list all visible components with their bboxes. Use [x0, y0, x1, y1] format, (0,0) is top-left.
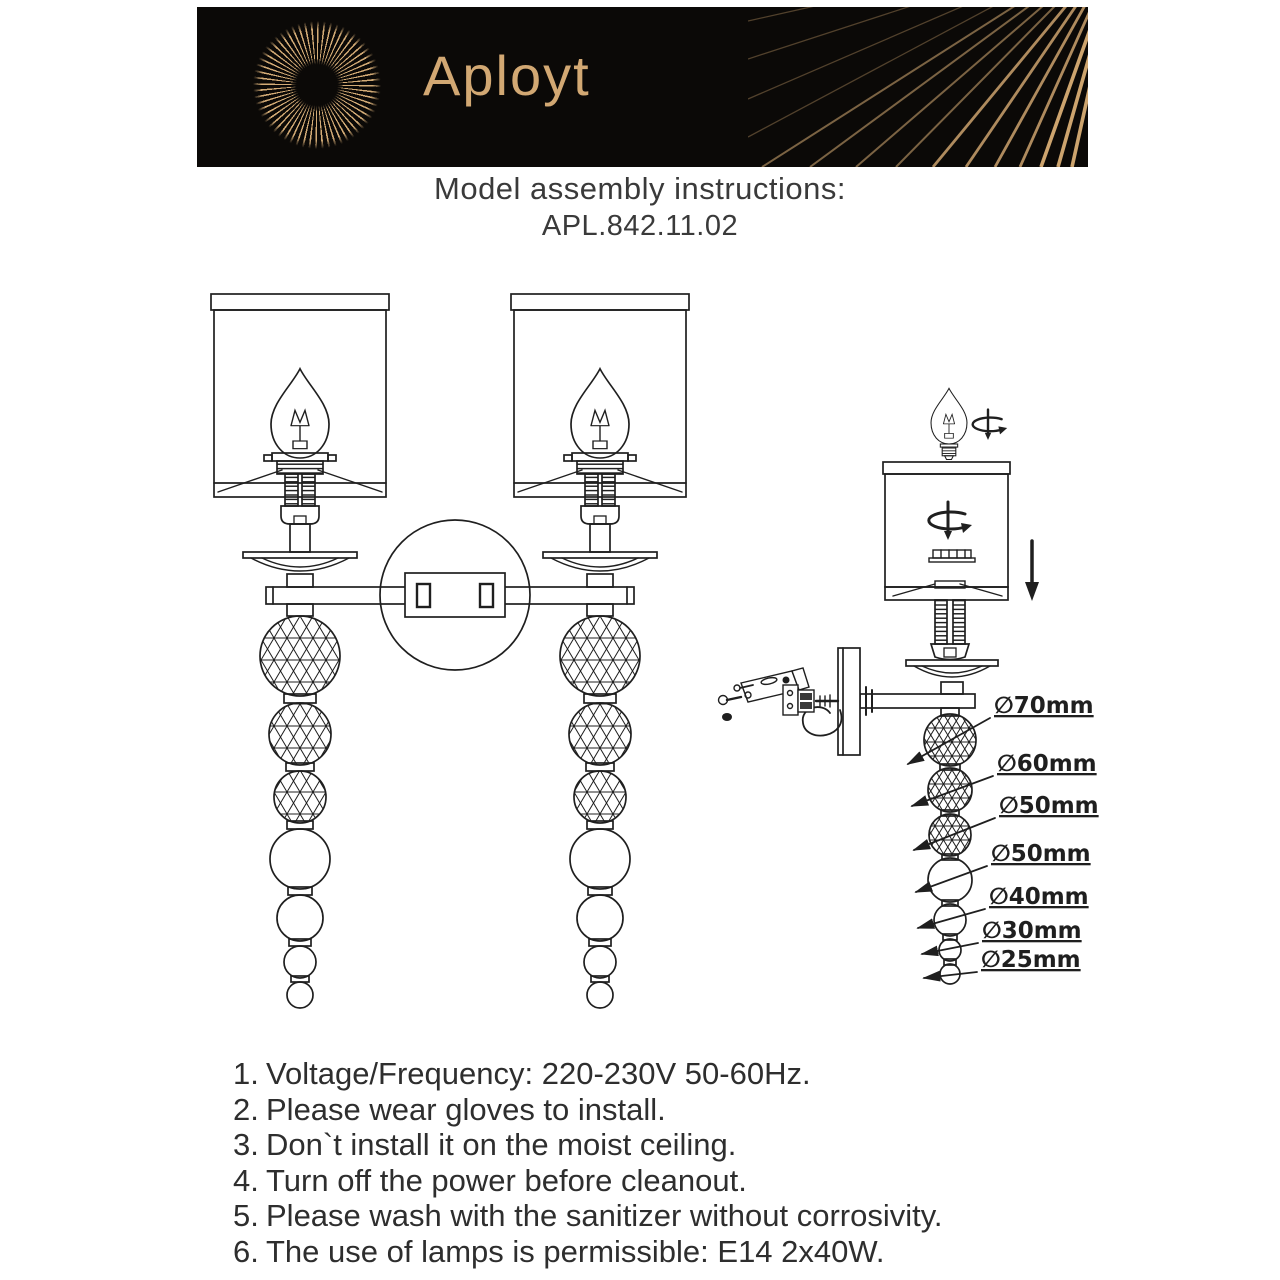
dimension-leader	[924, 972, 977, 978]
dimension-label: ∅40mm	[989, 884, 1089, 910]
instruction-text: Turn off the power before cleanout.	[266, 1162, 747, 1198]
dimension-label: ∅60mm	[997, 751, 1097, 777]
wall-mount-plate	[380, 520, 530, 670]
side-view	[719, 388, 1099, 984]
screw-icon	[783, 677, 790, 684]
mounting-bracket	[719, 668, 842, 736]
instructions-list	[233, 1056, 1133, 1270]
dimension-leader	[916, 866, 987, 892]
model-number: APL.842.11.02	[541, 210, 739, 242]
starburst-logo-icon	[251, 19, 383, 151]
lamp-column-right	[543, 369, 657, 1008]
instruction-number: 1.	[233, 1056, 259, 1091]
instruction-item	[233, 1127, 1133, 1163]
brand-banner	[197, 7, 1088, 167]
bulb-insert	[931, 388, 967, 459]
instruction-item	[233, 1056, 1133, 1092]
dimension-labels	[981, 693, 1099, 973]
lamp-column-left	[243, 369, 357, 1008]
instruction-text: Voltage/Frequency: 220-230V 50-60Hz.	[266, 1056, 811, 1091]
front-view	[211, 294, 689, 1008]
side-bobeche	[906, 660, 998, 694]
instruction-text: Don`t install it on the moist ceiling.	[266, 1127, 737, 1163]
instruction-number: 4.	[233, 1162, 259, 1198]
dimension-label: ∅50mm	[999, 793, 1099, 819]
title-block	[0, 171, 1280, 243]
dimension-label: ∅30mm	[982, 918, 1082, 944]
threaded-ring	[929, 550, 975, 562]
side-arm	[860, 694, 975, 716]
dimension-label: ∅25mm	[981, 947, 1081, 973]
decorative-rays-icon	[748, 7, 1088, 167]
side-crystal-stack	[924, 714, 976, 984]
instruction-text: Please wear gloves to install.	[266, 1091, 666, 1127]
instruction-item	[233, 1163, 1133, 1199]
dimension-leader	[922, 943, 978, 954]
rotate-bulb-icon	[973, 410, 1008, 440]
instruction-number: 6.	[233, 1233, 259, 1269]
dimension-label: ∅50mm	[991, 841, 1091, 867]
instruction-item	[233, 1234, 1133, 1270]
page-title: Model assembly instructions:	[434, 171, 846, 206]
instruction-text: The use of lamps is permissible: E14 2x40W.	[266, 1233, 885, 1269]
dimension-label: ∅70mm	[994, 693, 1094, 719]
instruction-number: 2.	[233, 1091, 259, 1127]
instruction-number: 3.	[233, 1127, 259, 1163]
brand-name: Aployt	[423, 44, 591, 107]
rotate-shade-icon	[929, 502, 972, 540]
instruction-item	[233, 1198, 1133, 1234]
instruction-item	[233, 1092, 1133, 1128]
side-wall-plate	[838, 648, 872, 755]
instruction-number: 5.	[233, 1198, 259, 1234]
screw-icon	[722, 713, 732, 721]
side-socket	[931, 600, 969, 660]
dimension-leader	[918, 909, 985, 928]
down-arrow-icon	[1025, 541, 1039, 601]
instruction-text: Please wash with the sanitizer without corrosivity.	[266, 1198, 943, 1234]
